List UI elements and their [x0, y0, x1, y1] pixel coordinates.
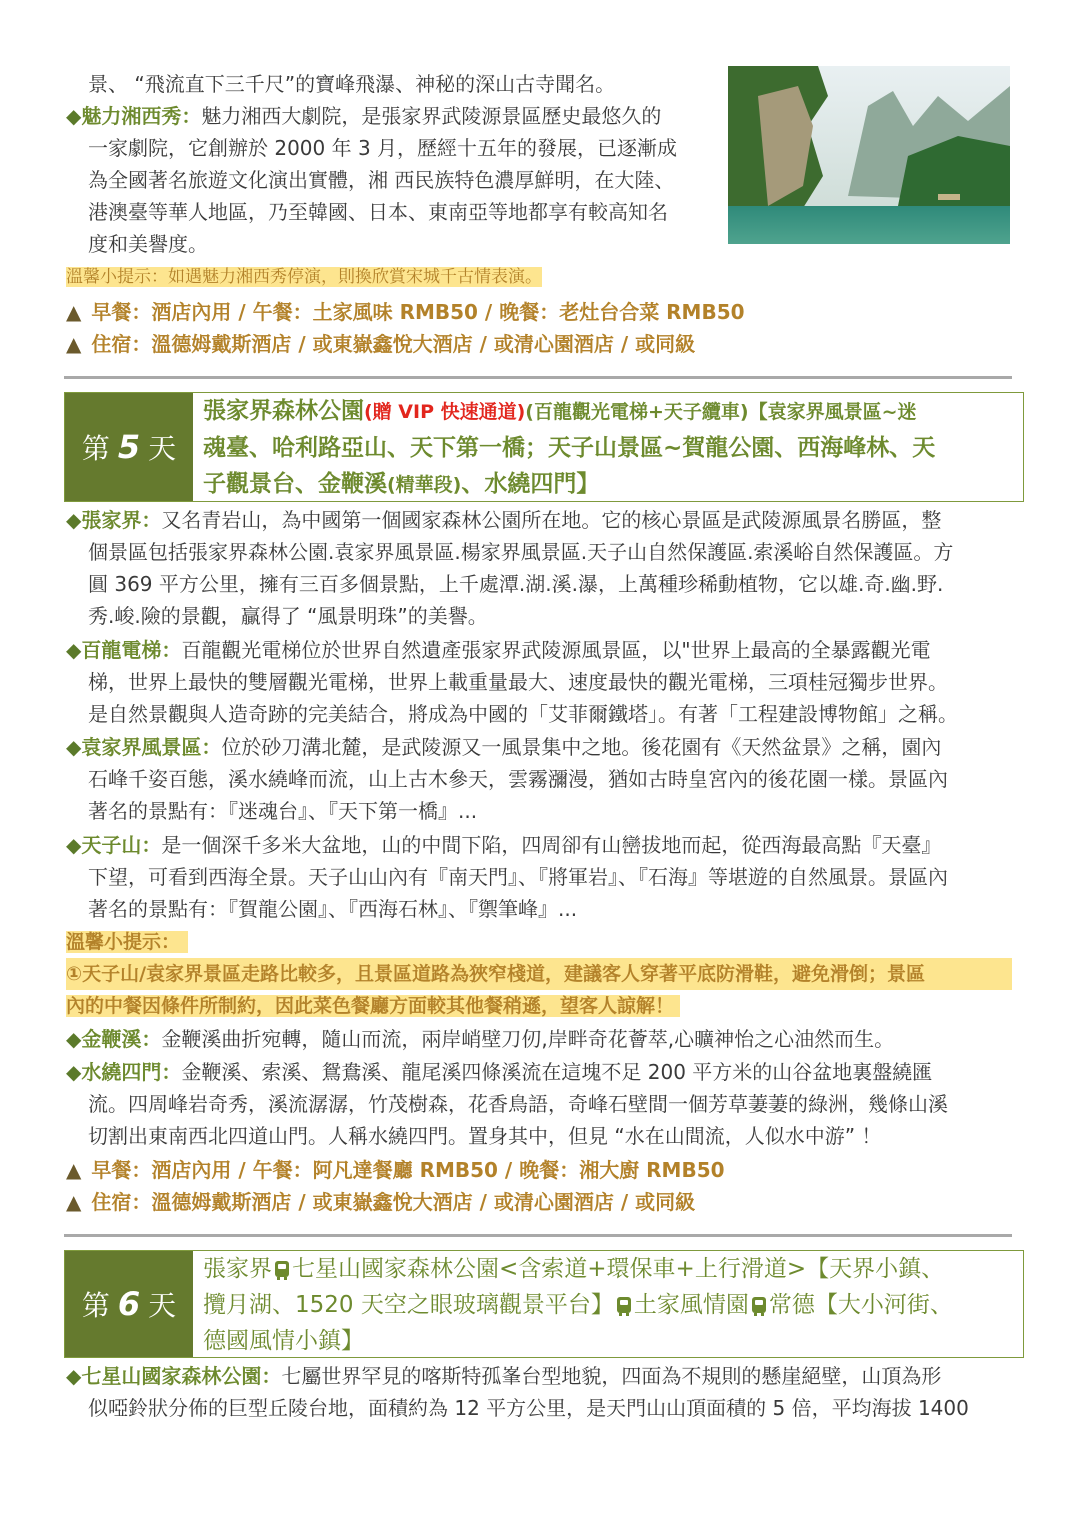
tip-line: 內的中餐因條件所制約，因此菜色餐廳方面較其他餐稍遜，望客人諒解！ — [66, 990, 680, 1022]
jinbianxi-paragraph: ◆金鞭溪：金鞭溪曲折宛轉，隨山而流，兩岸峭壁刀仞,岸畔奇花薈萃,心曠神怡之心油然而生。 — [66, 1027, 895, 1051]
diamond-icon: ◆ — [66, 1027, 82, 1051]
diamond-icon: ◆ — [66, 1364, 82, 1388]
text-line: 圓 369 平方公里，擁有三百多個景點，上千處潭.湖.溪.瀑，上萬種珍稀動植物，它以雄.奇.幽.野. — [88, 572, 944, 596]
text-line: 石峰千姿百態，溪水繞峰而流，山上古木參天，雲霧瀰漫，猶如古時皇宮內的後花園一樣。景區內 — [88, 767, 948, 791]
text-line: 個景區包括張家界森林公園.袁家界風景區.楊家界風景區.天子山自然保護區.索溪峪自然保護區。方 — [88, 540, 954, 564]
text-line: 梯，世界上最快的雙層觀光電梯，世界上載重量最大、速度最快的觀光電梯，三項桂冠獨步世界。 — [88, 670, 948, 694]
qixingshan-paragraph: ◆七星山國家森林公園：七屬世界罕見的喀斯特孤峯台型地貌，四面為不規則的懸崖絕壁，山頂為形 — [66, 1364, 942, 1388]
triangle-icon: ▲ — [66, 1190, 82, 1214]
text-line: 為全國著名旅遊文化演出實體，湘 西民族特色濃厚鮮明，在大陸、 — [88, 168, 675, 192]
hotel-line: ▲ 住宿：溫德姆戴斯酒店 / 或東嶽鑫悅大酒店 / 或清心園酒店 / 或同級 — [66, 332, 696, 356]
day5-label: 第 5 天 — [65, 393, 193, 501]
diamond-icon: ◆ — [66, 833, 82, 857]
text-line: 港澳臺等華人地區，乃至韓國、日本、東南亞等地都享有較高知名 — [88, 200, 668, 224]
divider — [64, 376, 1012, 379]
text-line: 似啞鈴狀分佈的巨型丘陵台地，面積約為 12 平方公里，是天門山山頂面積的 5 倍，平均海拔 1400 — [88, 1396, 969, 1420]
bus-icon — [275, 1261, 289, 1277]
meal-line: ▲ 早餐：酒店內用 / 午餐：土家風味 RMB50 / 晚餐：老灶台合菜 RMB50 — [66, 300, 745, 324]
text-line: 流。四周峰岩奇秀，溪流潺潺，竹茂樹森，花香鳥語，奇峰石壁間一個芳草萋萋的綠洲，幾條山溪 — [88, 1092, 948, 1116]
xiangxi-paragraph: ◆魅力湘西秀：魅力湘西大劇院，是張家界武陵源景區歷史最悠久的 — [66, 104, 662, 128]
yuanjiajie-paragraph: ◆袁家界風景區：位於砂刀溝北麓，是武陵源又一風景集中之地。後花園有《天然盆景》之稱，園內 — [66, 735, 942, 759]
text-line: 著名的景點有：『賀龍公園』、『西海石林』、『禦筆峰』... — [88, 897, 578, 921]
text-line: 下望，可看到西海全景。天子山山內有『南天門』、『將軍岩』、『石海』等堪遊的自然風景。景區內 — [88, 865, 948, 889]
shuiraosimen-paragraph: ◆水繞四門：金鞭溪、索溪、鴛鴦溪、龍尾溪四條溪流在這塊不足 200 平方米的山谷盆地裏盤繞匯 — [66, 1060, 933, 1084]
tip-text: 溫馨小提示：如遇魅力湘西秀停演，則換欣賞宋城千古情表演。 — [66, 267, 542, 287]
text-line: 切割出東南西北四道山門。人稱水繞四門。置身其中，但見 “水在山間流，人似水中游” ！ — [88, 1124, 882, 1148]
tip-line: ①天子山/袁家界景區走路比較多，且景區道路為狹窄棧道，建議客人穿著平底防滑鞋，避免滑倒；景區 — [66, 958, 1012, 990]
day5-header — [64, 392, 1024, 502]
text-line: 著名的景點有：『迷魂台』、『天下第一橋』... — [88, 799, 478, 823]
diamond-icon: ◆ — [66, 104, 82, 128]
zjj-paragraph: ◆張家界：又名青岩山，為中國第一個國家森林公園所在地。它的核心景區是武陵源風景名勝區，整 — [66, 508, 942, 532]
diamond-icon: ◆ — [66, 735, 82, 759]
meal-line: ▲ 早餐：酒店內用 / 午餐：阿凡達餐廳 RMB50 / 晚餐：湘大廚 RMB50 — [66, 1158, 725, 1182]
text-line: 秀.峻.險的景觀，贏得了 “風景明珠”的美譽。 — [88, 604, 488, 628]
triangle-icon: ▲ — [66, 300, 82, 324]
text-line: 景、 “飛流直下三千尺”的寶峰飛瀑、神秘的深山古寺聞名。 — [88, 72, 616, 96]
text-line: 是自然景觀與人造奇跡的完美結合，將成為中國的「艾菲爾鐵塔」。有著「工程建設博物館」之稱。 — [88, 702, 958, 726]
bailong-paragraph: ◆百龍電梯：百龍觀光電梯位於世界自然遺產張家界武陵源風景區，以"世界上最高的全暴露觀光電 — [66, 638, 931, 662]
diamond-icon: ◆ — [66, 638, 82, 662]
day6-title: 張家界 七星山國家森林公園<含索道+環保車+上行滑道>【天界小鎮、 攬月湖、1520 天空之眼玻璃觀景平台】 土家風情園 常德【大小河街、 德國風情小鎮】 — [203, 1256, 953, 1354]
xiangxi-title: 魅力湘西秀： — [81, 104, 202, 128]
divider — [64, 1234, 1012, 1237]
tianzishan-paragraph: ◆天子山：是一個深千多米大盆地，山的中間下陷，四周卻有山巒拔地而起，從西海最高點『天臺』 — [66, 833, 942, 857]
triangle-icon: ▲ — [66, 1158, 82, 1182]
bus-icon — [617, 1297, 631, 1313]
day6-label: 第 6 天 — [65, 1251, 193, 1357]
triangle-icon: ▲ — [66, 332, 82, 356]
day6-header — [64, 1250, 1024, 1358]
landscape-photo — [728, 66, 1010, 244]
hotel-line: ▲ 住宿：溫德姆戴斯酒店 / 或東嶽鑫悅大酒店 / 或清心園酒店 / 或同級 — [66, 1190, 696, 1214]
text-line: 度和美譽度。 — [88, 232, 208, 256]
tip-title: 溫馨小提示： — [66, 926, 188, 958]
bus-icon — [752, 1297, 766, 1313]
day5-title: 張家界森林公園(贈 VIP 快速通道)(百龍觀光電梯+天子纜車)【袁家界風景區~迷 魂臺、哈利路亞山、天下第一橋；天子山景區~賀龍公園、西海峰林、天 子觀景台、金鞭溪(精華段)、水繞四門】 — [203, 398, 936, 497]
diamond-icon: ◆ — [66, 1060, 82, 1084]
text-line: 一家劇院，它創辦於 2000 年 3 月，歷經十五年的發展，已逐漸成 — [88, 136, 678, 160]
diamond-icon: ◆ — [66, 508, 82, 532]
